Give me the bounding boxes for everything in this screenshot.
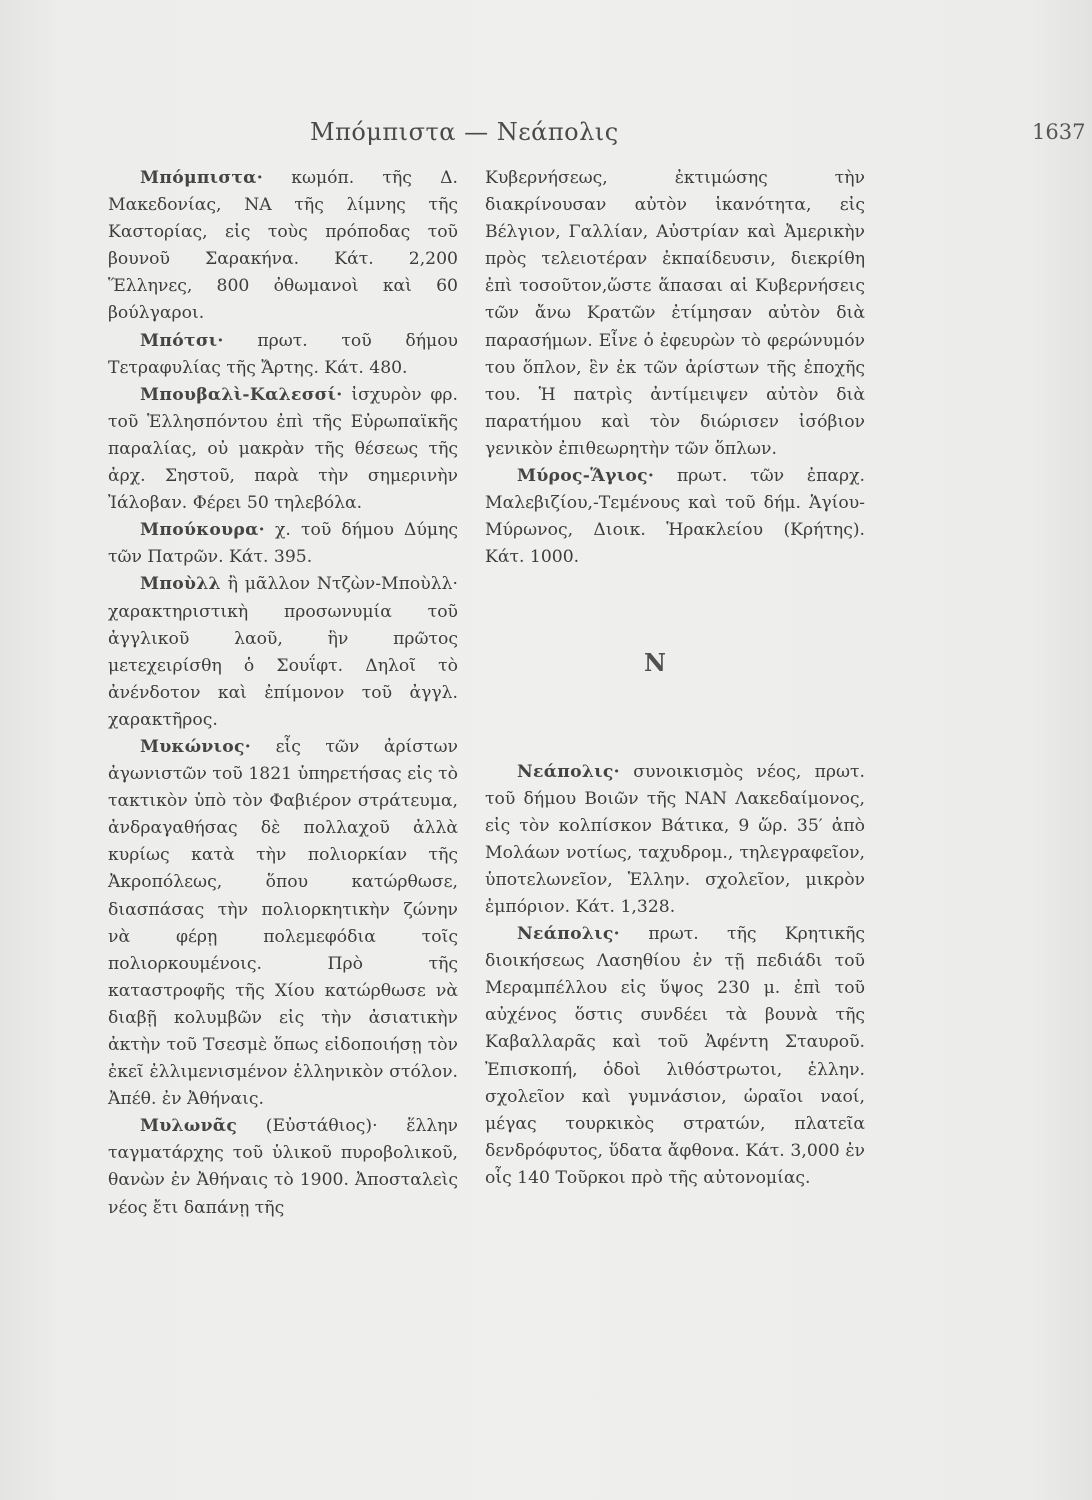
right-column (485, 165, 865, 1192)
dictionary-entry (485, 759, 865, 922)
entry-text: χ. τοῦ δήμου Δύμης τῶν Πατρῶν. Κάτ. 395. (108, 520, 459, 568)
entry-text: (Εὐστάθιος)· ἕλλην ταγματάρχης τοῦ ὑλικοῦ πυροβολικοῦ, θανὼν ἐν Ἀθήναις τὸ 1900. Ἀποσταλεὶς νέος ἔτι δαπάνῃ τῆς (108, 1116, 458, 1218)
entry-text: Κυβερνήσεως, ἐκτιμώσης τὴν διακρίνουσαν αὐτὸν ἱκανότητα, εἰς Βέλγιον, Γαλλίαν, Αὐστρίαν καὶ Ἀμερικὴν πρὸς τελειοτέραν ἐκπαίδευσιν, διεκρίθη ἐπὶ τοσοῦτον,ὥστε ἅπασαι αἱ Κυβερνήσεις τῶν ἄνω Κρατῶν ἐτίμησαν αὐτὸν διὰ παρασήμων. Εἶνε ὁ ἐφευρὼν τὸ φερώνυμόν του ὅπλον, ἓν ἐκ τῶν ἀρίστων τῆς ἐποχῆς του. Ἡ πατρὶς ἀντίμειψεν αὐτὸν διὰ παρατήμου καὶ τὸν διώρισεν ἰσόβιον γενικὸν ἐπιθεωρητὴν τῶν ὅπλων. (485, 168, 865, 459)
entry-headword: Νεάπολις· (517, 761, 620, 782)
page-number: 1637 (1032, 120, 1086, 144)
entry-headword: Μυλωνᾶς (140, 1116, 238, 1137)
entry-headword: Μπόμπιστα· (140, 168, 263, 188)
entry-text: κωμόπ. τῆς Δ. Μακεδονίας, ΝΑ τῆς λίμνης τῆς Καστορίας, εἰς τοὺς πρόποδας τοῦ βουνοῦ Σαρακήνα. Κάτ. 2,200 Ἕλληνες, 800 ὀθωμανοὶ καὶ 60 βούλγαροι. (108, 168, 458, 324)
dictionary-entry (108, 734, 458, 1113)
dictionary-entry (108, 517, 458, 571)
entry-text: πρωτ. τῆς Κρητικῆς διοικήσεως Λασηθίου ἐν τῇ πεδιάδι τοῦ Μεραμπέλλου εἰς ὕψος 230 μ. ἐπὶ τοῦ αὐχένος ὅστις συνδέει τὰ βουνὰ τῆς Καβαλλαρᾶς καὶ τοῦ Ἀφέντη Σταυροῦ. Ἐπισκοπή, ὁδοὶ λιθόστρωτοι, ἑλλην. σχολεῖον καὶ γυμνάσιον, ὡραῖοι ναοί, μέγας τουρκικὸς στρατών, πλατεῖα δενδρόφυτος, ὕδατα ἄφθονα. Κάτ. 3,000 ἐν οἷς 140 Τοῦρκοι πρὸ τῆς αὐτονομίας. (485, 924, 865, 1188)
entry-text: ἢ μᾶλλον Ντζὼν-Μποὺλλ· χαρακτηριστικὴ προσωνυμία τοῦ ἀγγλικοῦ λαοῦ, ἣν πρῶτος μετεχειρίσθη ὁ Σουΐφτ. Δηλοῖ τὸ ἀνένδοτον καὶ ἐπίμονον τοῦ ἀγγλ. χαρακτῆρος. (108, 574, 458, 730)
entry-headword: Μποὺλλ (140, 574, 221, 595)
dictionary-entry (108, 382, 458, 517)
dictionary-entry (485, 921, 865, 1192)
entry-headword: Μπούκουρα· (140, 520, 265, 541)
dictionary-entry (108, 571, 458, 734)
entry-headword: Νεάπολις· (517, 924, 620, 945)
entry-text: πρωτ. τοῦ δήμου Τετραφυλίας τῆς Ἄρτης. Κάτ. 480. (108, 330, 458, 378)
dictionary-entry-continued (485, 165, 865, 463)
entry-headword: Μπότσι· (140, 330, 224, 351)
entry-text: ἰσχυρὸν φρ. τοῦ Ἑλλησπόντου ἐπὶ τῆς Εὐρωπαϊκῆς παραλίας, οὐ μακρὰν τῆς θέσεως τῆς ἀρχ. Σηστοῦ, παρὰ τὴν σημερινὴν Ἰάλοβαν. Φέρει 50 τηλεβόλα. (108, 384, 458, 514)
page-title: Μπόμπιστα — Νεάπολις (310, 118, 619, 146)
dictionary-entry (108, 1113, 458, 1221)
dictionary-entry (108, 165, 458, 328)
entry-text: συνοικισμὸς νέος, πρωτ. τοῦ δήμου Βοιῶν τῆς ΝΑΝ Λακεδαίμονος, εἰς τὸν κολπίσκον Βάτικα, 9 ὥρ. 35′ ἀπὸ Μολάων νοτίως, ταχυδρομ., τηλεγραφεῖον, ὑποτελωνεῖον, Ἑλλην. σχολεῖον, μικρὸν ἐμπόριον. Κάτ. 1,328. (485, 761, 865, 917)
entry-text: πρωτ. τῶν ἐπαρχ. Μαλεβιζίου,-Τεμένους καὶ τοῦ δήμ. Ἁγίου-Μύρωνος, Διοικ. Ἡρακλείου (Κρήτης). Κάτ. 1000. (485, 466, 865, 568)
entry-headword: Μυκώνιος· (140, 736, 252, 757)
running-header (0, 118, 1092, 152)
section-letter: Ν (644, 648, 666, 678)
dictionary-entry (485, 463, 865, 571)
entry-headword: Μπουβαλὶ-Καλεσσί· (140, 384, 343, 405)
left-column (108, 165, 458, 1222)
dictionary-entry (108, 328, 458, 382)
entry-headword: Μύρος-Ἅγιος· (517, 466, 655, 487)
entry-text: εἷς τῶν ἀρίστων ἀγωνιστῶν τοῦ 1821 ὑπηρετήσας εἰς τὸ τακτικὸν ὑπὸ τὸν Φαβιέρον στράτευμα, ἀνδραγαθήσας δὲ πολλαχοῦ ἀλλὰ κυρίως κατὰ τὴν πολιορκίαν τῆς Ἀκροπόλεως, ὅπου κατώρθωσε, διασπάσας τὴν πολιορκητικὴν ζώνην νὰ φέρῃ πολεμεφόδια τοῖς πολιορκουμένοις. Πρὸ τῆς καταστροφῆς τῆς Χίου κατώρθωσε νὰ διαβῇ κολυμβῶν εἰς τὴν ἀσιατικὴν ἀκτὴν τοῦ Τσεσμὲ ὅπως εἰδοποιήσῃ τὸν ἐκεῖ ἐλλιμενισμένον ἑλληνικὸν στόλον. Ἀπέθ. ἐν Ἀθήναις. (108, 736, 458, 1110)
